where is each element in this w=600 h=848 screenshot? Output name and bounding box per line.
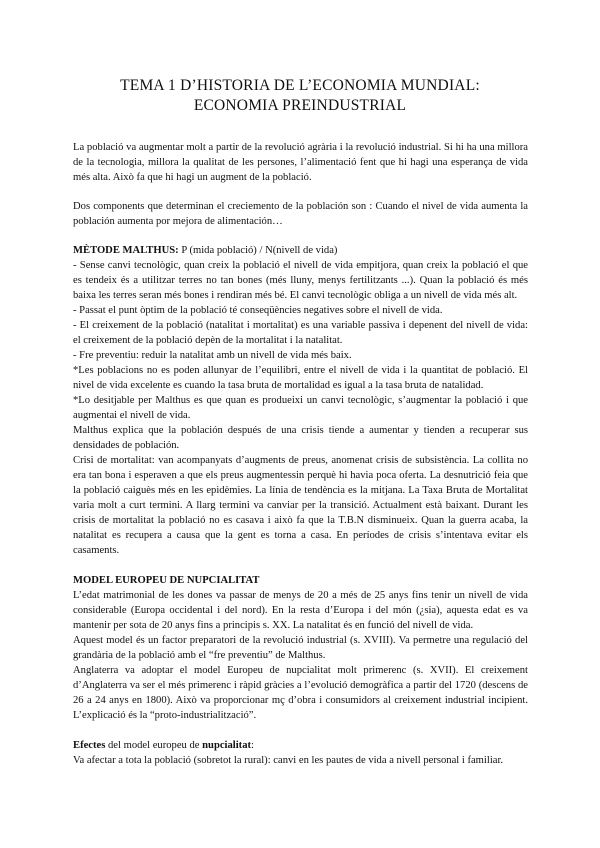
efectes-word: Efectes bbox=[73, 740, 106, 751]
malthus-line: *Lo desitjable per Malthus es que quan es produeixi un canvi tecnològic, s’augmentar la població i que augmentai el nivell de vida. bbox=[73, 395, 528, 421]
malthus-line: - Sense canvi tecnològic, quan creix la població el nivell de vida empitjora, quan creix la població el que es tendeix és a utilitzar terres no tan bones (més lluny, menys fertilitzants ...). Quan la població és més baixa les terres seran més bones i rendiran més bé. El canvi tecnològic obliga a un nivell de vida més alt. bbox=[73, 260, 528, 301]
malthus-line: *Les poblacions no es poden allunyar de l’equilibri, entre el nivell de vida i la quantitat de població. El nivel de vida excelente es cuando la tasa bruta de mortalidad es igual a la tasa bruta de natalidad. bbox=[73, 365, 528, 391]
malthus-heading-line bbox=[73, 243, 528, 258]
malthus-line: - El creixement de la població (natalitat i mortalitat) es una variable passiva i depenent del nivell de vida: el creixement de la població depèn de la mortalitat i la natalitat. bbox=[73, 320, 528, 346]
efectes-line: Va afectar a tota la població (sobretot la rural): canvi en les pautes de vida a nivell personal i familiar. bbox=[73, 755, 504, 766]
efectes-heading-line bbox=[73, 738, 528, 753]
model-line: Aquest model és un factor preparatori de la revolució industrial (s. XVIII). Va permetre una regulació del grandària de la població amb el “fre preventiu” de Malthus. bbox=[73, 635, 528, 661]
page-title bbox=[60, 76, 540, 116]
malthus-heading: MÈTODE MALTHUS: bbox=[73, 245, 179, 256]
model-line: Anglaterra va adoptar el model Europeu de nupcialitat molt primerenc (s. XVII). El creixement d’Anglaterra va ser el més primerenc i ràpid gràcies a l’evolució demogràfica a partir del 1720 (descens de 26 a 24 anys en 1800). Això va proporcionar mç d’obra i consumidors al creixement industrial incipient. L’explicació és la “proto-industrialització”. bbox=[73, 665, 528, 721]
intro-paragraph-2: Dos components que determinan el creciemento de la población son : Cuando el nivel de vida aumenta la población aumenta por mejora de alimentación… bbox=[73, 201, 528, 227]
malthus-formula: P (mida població) / N(nivell de vida) bbox=[178, 245, 338, 256]
malthus-line: - Passat el punt òptim de la població té conseqüències negatives sobre el nivell de vida. bbox=[73, 305, 443, 316]
malthus-line: - Fre preventiu: reduir la natalitat amb un nivell de vida més baix. bbox=[73, 350, 352, 361]
title-line-2: ECONOMIA PREINDUSTRIAL bbox=[193, 97, 407, 114]
intro-paragraph-1: La població va augmentar molt a partir de la revolució agrària i la revolució industrial. Si hi ha una millora de la tecnologia, millora la qualitat de les persones, l’alimentació fent que hi hagi una esperança de vida més alta. Això fa que hi hagi un augment de la població. bbox=[73, 142, 528, 183]
efectes-mid: del model europeu de bbox=[105, 740, 203, 751]
malthus-line: Crisi de mortalitat: van acompanyats d’augments de preus, anomenat crisis de subsistència. La collita no era tan bona i esperaven a que els preus augmentessin perquè hi havia poca oferta. La desnutrició feia que la població caiguès més en les epidèmies. La línia de tendència es la mitjana. La Taxa Bruta de Mortalitat varia molt a curt termini. A llarg termini va canviar per la transició. Actualment està baixant. Durant les crisis de mortalitat la població no es casava i això fa que la T.B.N disminueix. Quan la guerra acaba, la natalitat es recupera a causa que la gent es torna a casa. En períodes de crisis s’intentava evitar els casaments. bbox=[73, 455, 528, 556]
title-line-1: TEMA 1 D’HISTORIA DE L’ECONOMIA MUNDIAL: bbox=[120, 77, 480, 94]
malthus-line: Malthus explica que la población después de una crisis tiende a aumentar y tienden a recuperar sus densidades de población. bbox=[73, 425, 528, 451]
nupcialitat-word: nupcialitat bbox=[202, 740, 252, 751]
document-body bbox=[73, 140, 528, 768]
model-line: L’edat matrimonial de les dones va passar de menys de 20 a més de 25 anys fins tenir un nivell de vida considerable (Europa occidental i del nord). En la resta d’Europa i del món (¿sia), aquesta edat es va mantenir per sota de 20 anys fins a principis s. XX. La natalitat és en funció del nivell de vida. bbox=[73, 590, 528, 631]
efectes-colon: : bbox=[251, 740, 254, 751]
model-heading: MODEL EUROPEU DE NUPCIALITAT bbox=[73, 575, 260, 586]
